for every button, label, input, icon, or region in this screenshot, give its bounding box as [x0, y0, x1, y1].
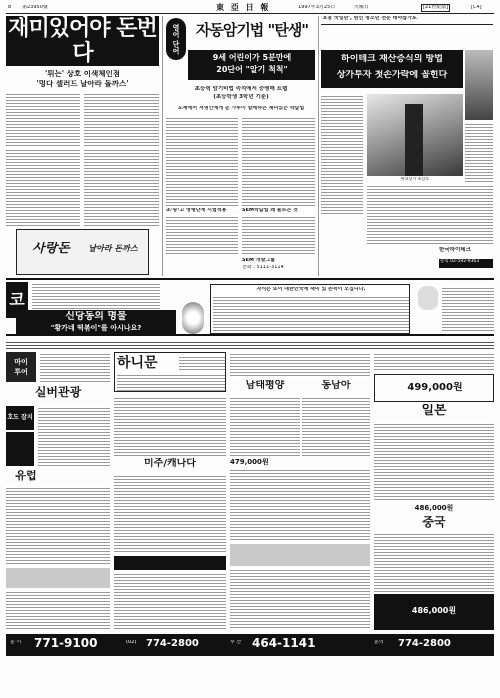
story4-side-tab: 코	[6, 282, 28, 318]
col2-list-1	[114, 396, 226, 456]
story3-sub: 상가투자 첫손가락에 꼽힌다	[336, 70, 448, 80]
story2-deck1: 초등력 암기비법 즉석에서 증명해 트랩	[194, 86, 288, 92]
mytour-badge-2: 투어	[14, 368, 28, 376]
story2-lead: 도세에서 저명인에게 곧 가루이 함께하는 재미있는 학습법	[177, 106, 305, 111]
story2-headline: 자동암기법 "탄생"	[195, 22, 309, 39]
phone-label-2: (02)	[126, 640, 137, 645]
page-number: 8	[8, 5, 12, 10]
story3-photo-caption: 판교상가 조감도	[400, 177, 430, 181]
col4-dark-box	[374, 594, 494, 630]
col1-list-2	[6, 486, 110, 566]
honeymoon-lines	[117, 373, 225, 391]
paper-name: 東 亞 日 報	[216, 3, 271, 12]
story2-body-col4	[242, 215, 315, 255]
col3-top-lines	[230, 352, 370, 378]
col3-list-4	[230, 568, 370, 630]
story4-box-text: 자식는 또이 대한민국에 재미 있 쫀득이 모십니다.	[256, 287, 366, 292]
phone-label-1: 분 시	[10, 640, 22, 645]
story3-company: 한국하이테크	[439, 247, 471, 253]
china-title: 중국	[422, 516, 446, 529]
south-pacific-title: 남태평양	[245, 380, 285, 391]
story3-thumb-photo	[465, 50, 493, 120]
story1-sub1: '튀는' 상호 이색체인점	[44, 70, 121, 78]
phone-label-4: 문의	[374, 640, 384, 645]
story3-building-photo	[367, 94, 463, 176]
silver-tour-title: 실버관광	[34, 386, 82, 399]
col1-grey-box	[6, 568, 110, 588]
story3-contact: 문의 02-592-9363	[439, 259, 493, 268]
story4-box-lines	[213, 295, 409, 331]
phone-number-1[interactable]: 771-9100	[34, 637, 98, 650]
price-tag-box	[374, 374, 494, 402]
story1-body-col4	[84, 148, 159, 228]
col2-list-3	[114, 572, 226, 630]
story3-body-col3	[465, 122, 493, 182]
price-tag: 499,000원	[407, 382, 463, 393]
col1-list-1	[38, 406, 110, 466]
story3-body-col1	[321, 94, 363, 214]
americas-title: 미주/캐나다	[144, 458, 196, 469]
col4-list-2	[374, 532, 494, 592]
story4-sub: "황가네 떡볶이"를 아시나요?	[50, 324, 142, 332]
story1-caption: 날아라 돈까스	[88, 244, 138, 253]
story4-banner	[16, 310, 176, 336]
story2-body-col3	[166, 215, 238, 255]
section-tag: [C4]	[471, 5, 482, 10]
story2-deck2: (초등학생 3학년 기준)	[213, 94, 269, 100]
mytour-badge-1: 마이	[14, 358, 28, 366]
col3-list-1	[230, 396, 300, 456]
story2-sub1: 9세 어린이가 5분만에	[212, 53, 292, 62]
story4-headline: 신당동의 명물	[65, 311, 127, 322]
story4-side-text	[32, 282, 160, 312]
story-interesting-business	[6, 16, 159, 276]
story1-body-col1	[6, 92, 80, 146]
col3-price-mid: 479,000원	[230, 458, 269, 466]
story3-headline: 하이테크 재산증식의 방법	[341, 54, 443, 64]
story2-sub2: 20단어 "알기 척척"	[216, 65, 288, 74]
col2-dark-bar	[114, 556, 226, 570]
issue-date: 1997年3月25日	[298, 5, 336, 10]
masthead	[6, 3, 494, 14]
story4-right-ad	[414, 284, 494, 334]
col4-list-1	[374, 422, 494, 502]
europe-title: 유럽	[15, 470, 37, 482]
story4-chef-illustration	[182, 302, 204, 334]
col3-list-2	[302, 396, 370, 456]
story4-right-illustration	[418, 286, 438, 310]
story3-banner	[321, 50, 463, 88]
weekday: 火曜日	[354, 5, 370, 10]
phone-footer	[6, 634, 494, 656]
col4-price-box: 486,000원	[411, 606, 457, 615]
classified-strip	[6, 340, 494, 350]
story2-body-col2	[242, 116, 315, 206]
story2-tag: 영어 단어	[166, 18, 186, 60]
building-tower-shape	[405, 104, 423, 176]
story2-subhead1: 초·중·고 영행단계 시험적용	[166, 208, 227, 213]
mytour-badge	[6, 352, 36, 382]
phone-label-3: 부 산	[230, 640, 242, 645]
story1-body-col2	[84, 92, 159, 146]
col3-grey-box	[230, 544, 370, 566]
col3-list-3	[230, 468, 370, 542]
story2-phone: 전화 : 5111-3114	[242, 265, 284, 270]
col4-top-lines	[374, 352, 494, 372]
edition-badge: [21世紀版]	[423, 4, 449, 10]
story1-headline: 재미있어야 돈번다	[6, 16, 159, 66]
honeymoon-lines-2	[179, 355, 225, 371]
honeymoon-ad	[114, 352, 226, 392]
story2-body-col1	[166, 116, 238, 206]
hodo-tag: 호도 잡지	[6, 406, 34, 430]
story3-body-col2	[367, 184, 493, 244]
phone-number-2[interactable]: 774-2800	[146, 638, 199, 649]
story3-contact-box	[439, 247, 493, 275]
southeast-asia-title: 동남아	[321, 380, 351, 391]
japan-title: 일본	[421, 404, 447, 418]
kiosk-tag: '호웅 국일판', 변신 청소년 전문 테마잡가로	[321, 16, 493, 25]
story1-logo-box	[16, 229, 149, 275]
story2-banner	[188, 50, 315, 80]
honeymoon-title: 하니문	[117, 355, 158, 371]
story2-contact: SEM 개발그룹	[242, 258, 276, 263]
col4-price-big: 486,000원	[414, 504, 454, 512]
phone-number-4[interactable]: 774-2800	[398, 638, 451, 649]
story-vocab-method	[162, 16, 315, 276]
story2-subhead2: SEM학습법 왜 불르는 것	[242, 208, 298, 213]
story-hightech-investment	[318, 16, 494, 276]
story1-logo: 사랑돈	[32, 242, 70, 256]
story4-ad-box	[210, 284, 410, 334]
story1-body-col3	[6, 148, 80, 228]
story4-right-lines	[442, 286, 494, 332]
story1-sub2: '멍다 셀러드 날아라 돌까스'	[36, 80, 129, 88]
travel-ads-section	[6, 352, 494, 658]
issue-number: 第23950號	[22, 5, 48, 10]
story-sindang-tteokbokki	[6, 278, 494, 336]
col1-dark-strip	[6, 432, 34, 466]
mytour-lines	[40, 352, 110, 382]
phone-number-3[interactable]: 464-1141	[252, 637, 316, 650]
col2-list-2	[114, 474, 226, 554]
col1-list-3	[6, 590, 110, 630]
